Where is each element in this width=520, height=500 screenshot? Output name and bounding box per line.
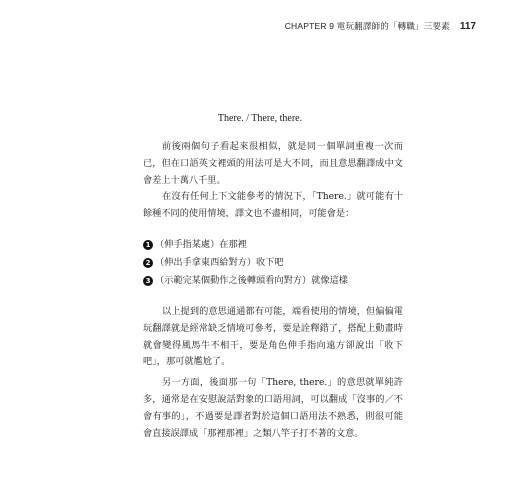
paragraph: 另一方面，後面那一句「There, there.」的意思就單純許多，通常是在安慰說話對象的口語用詞，可以翻成「沒事的／不會有事的」，不過要是譯者對於這個口語用法不熟悉，則很可能會直接誤譯成「那裡那裡」之類八竿子打不著的文意。 [143, 377, 403, 439]
list-item [143, 254, 403, 272]
usage-list [143, 236, 403, 290]
paragraph: 在沒有任何上下文能參考的情況下，「There.」就可能有十餘種不同的使用情境，譯文也不盡相同，可能會是： [143, 191, 403, 220]
list-item-text: （示範完某個動作之後轉頭看向對方）就像這樣 [155, 274, 348, 286]
paragraph: 前後兩個句子看起來很相似，就是同一個單詞重複一次而已，但在口語英文裡頭的用法可是大不同，而且意思翻譯成中文會差上十萬八千里。 [143, 141, 403, 186]
page-header [285, 20, 476, 32]
list-item-text: （伸出手拿東西給對方）收下吧 [155, 256, 284, 268]
list-item [143, 236, 403, 254]
circled-number-icon: 3 [143, 276, 153, 286]
body-text [143, 139, 403, 442]
circled-number-icon: 2 [143, 258, 153, 268]
chapter-title: CHAPTER 9 電玩翻譯師的「轉職」三要素 [284, 21, 450, 31]
page-number: 117 [459, 21, 476, 32]
list-item [143, 272, 403, 290]
example-quote: There. / There, there. [217, 113, 303, 124]
list-item-text: （伸手指某處）在那裡 [155, 238, 247, 250]
paragraph: 以上提到的意思通通都有可能，端看使用的情境，但偏偏電玩翻譯就是經常缺乏情境可參考，要是詮釋錯了，搭配上動畫時就會變得風馬牛不相干，要是角色伸手指向遠方卻說出「收下吧」，那可就尷尬了。 [143, 305, 403, 368]
circled-number-icon: 1 [143, 240, 153, 250]
